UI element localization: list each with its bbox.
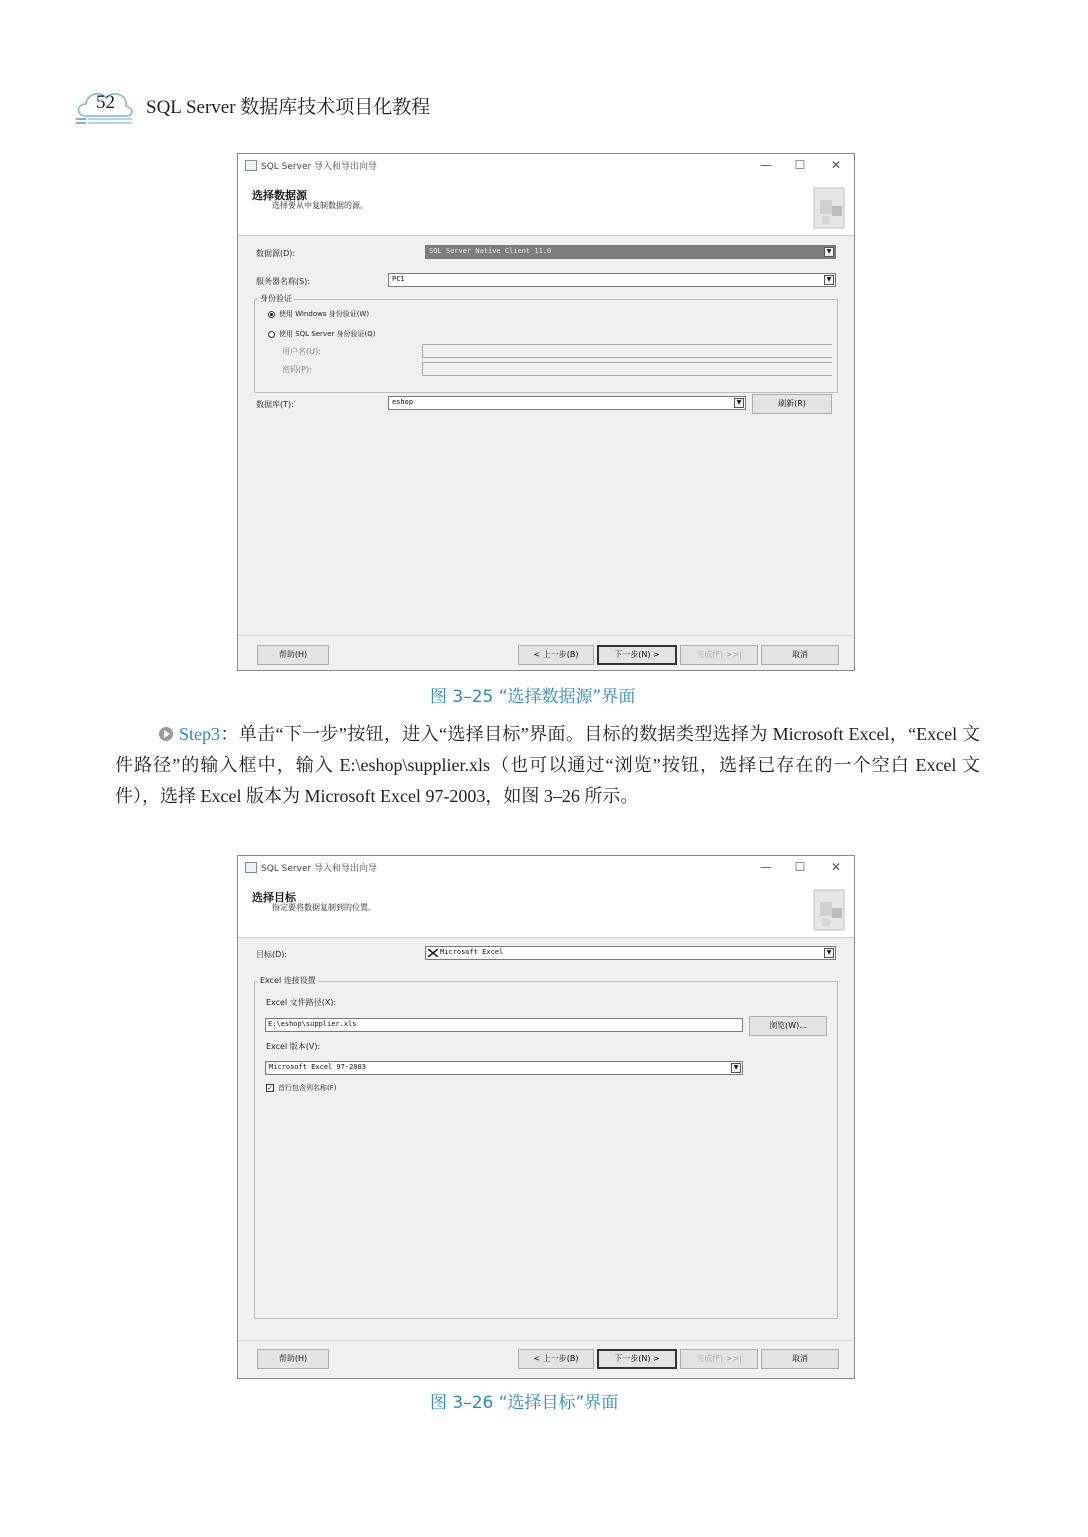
page-subheading: 指定要将数据复制到的位置。	[272, 903, 376, 912]
page-heading: 选择目标	[252, 891, 296, 904]
page-heading: 选择数据源	[252, 189, 307, 202]
minimize-icon[interactable]: —	[760, 158, 772, 172]
username-label: 用户名(U):	[282, 347, 321, 356]
destination-dialog	[237, 855, 855, 1379]
wizard-app-icon	[245, 862, 257, 873]
cancel-button[interactable]: 取消	[761, 645, 839, 665]
next-button[interactable]: 下一步(N) >	[597, 645, 677, 665]
authentication-group-label: 身份验证	[260, 294, 292, 303]
help-button[interactable]: 帮助(H)	[257, 645, 329, 665]
footer-divider	[238, 1340, 854, 1341]
excel-icon	[428, 949, 438, 957]
play-icon	[159, 727, 173, 741]
browse-button[interactable]: 浏览(W)...	[749, 1016, 827, 1036]
data-source-select[interactable]: SQL Server Native Client 11.0 ▼	[425, 245, 836, 259]
maximize-icon[interactable]: ☐	[794, 860, 806, 874]
server-name-label: 服务器名称(S):	[256, 277, 311, 286]
chevron-down-icon: ▼	[824, 948, 834, 958]
step-label: Step3	[179, 724, 221, 744]
destination-select[interactable]: Microsoft Excel ▼	[425, 946, 836, 960]
data-source-dialog	[237, 153, 855, 671]
data-source-label: 数据源(D):	[256, 249, 296, 258]
radio-selected-icon	[268, 311, 275, 318]
windows-auth-radio[interactable]: 使用 Windows 身份验证(W)	[268, 309, 369, 319]
radio-empty-icon	[268, 331, 275, 338]
help-button[interactable]: 帮助(H)	[257, 1349, 329, 1369]
wizard-header	[238, 880, 854, 938]
maximize-icon[interactable]: ☐	[794, 158, 806, 172]
close-icon[interactable]: ✕	[830, 860, 842, 874]
window-title: SQL Server 导入和导出向导	[261, 162, 378, 172]
checkmark-icon: ✓	[267, 1084, 273, 1092]
wizard-database-icon	[810, 186, 850, 232]
finish-button[interactable]: 完成(F) >>|	[680, 1349, 758, 1369]
footer-divider	[238, 635, 854, 636]
chevron-down-icon: ▼	[824, 247, 834, 257]
title-bar	[238, 856, 854, 880]
figure-caption-3-25: 图 3–25 “选择数据源”界面	[430, 687, 636, 707]
first-row-header-checkbox[interactable]: ✓ 首行包含列名称(F)	[267, 1084, 337, 1092]
excel-version-select[interactable]: Microsoft Excel 97-2003 ▼	[265, 1061, 743, 1075]
title-bar	[238, 154, 854, 178]
wizard-database-icon	[810, 888, 850, 934]
step-text: ：单击“下一步”按钮，进入“选择目标”界面。目标的数据类型选择为 Microsoft Excel，“Excel 文件路径”的输入框中，输入 E:\eshop\supplier.xls（也可以通过“浏览”按钮，选择已存在的一个空白 Excel 文件），选择 Excel 版本为 Microsoft Excel 97-2003，如图 3–26 所示。	[115, 724, 980, 806]
database-select[interactable]: eshop ▼	[388, 396, 746, 410]
back-button[interactable]: < 上一步(B)	[518, 645, 594, 665]
database-label: 数据库(T):	[256, 400, 294, 409]
page-number: 52	[96, 92, 115, 113]
finish-button[interactable]: 完成(F) >>|	[680, 645, 758, 665]
password-label: 密码(P):	[282, 365, 312, 374]
window-title: SQL Server 导入和导出向导	[261, 864, 378, 874]
wizard-app-icon	[245, 160, 257, 171]
excel-version-label: Excel 版本(V):	[266, 1042, 321, 1051]
excel-connection-group-label: Excel 连接设置	[260, 976, 316, 985]
close-icon[interactable]: ✕	[830, 158, 842, 172]
username-field[interactable]	[422, 344, 832, 358]
destination-label: 目标(D):	[256, 950, 288, 959]
file-path-input[interactable]: E:\eshop\supplier.xls	[265, 1018, 743, 1032]
chevron-down-icon: ▼	[731, 1063, 741, 1073]
chevron-down-icon: ▼	[734, 398, 744, 408]
back-button[interactable]: < 上一步(B)	[518, 1349, 594, 1369]
page-header	[70, 82, 550, 132]
wizard-header	[238, 178, 854, 236]
next-button[interactable]: 下一步(N) >	[597, 1349, 677, 1369]
step3-paragraph	[115, 719, 980, 812]
chevron-down-icon: ▼	[824, 275, 834, 285]
minimize-icon[interactable]: —	[760, 860, 772, 874]
page-subheading: 选择要从中复制数据的源。	[272, 201, 368, 210]
refresh-button[interactable]: 刷新(R)	[752, 394, 832, 414]
book-title: SQL Server 数据库技术项目化教程	[146, 97, 431, 118]
sql-auth-radio[interactable]: 使用 SQL Server 身份验证(Q)	[268, 329, 375, 339]
file-path-label: Excel 文件路径(X):	[266, 998, 337, 1007]
server-name-select[interactable]: PC1 ▼	[388, 273, 836, 287]
cancel-button[interactable]: 取消	[761, 1349, 839, 1369]
password-field[interactable]	[422, 362, 832, 376]
figure-caption-3-26: 图 3–26 “选择目标”界面	[430, 1393, 619, 1413]
